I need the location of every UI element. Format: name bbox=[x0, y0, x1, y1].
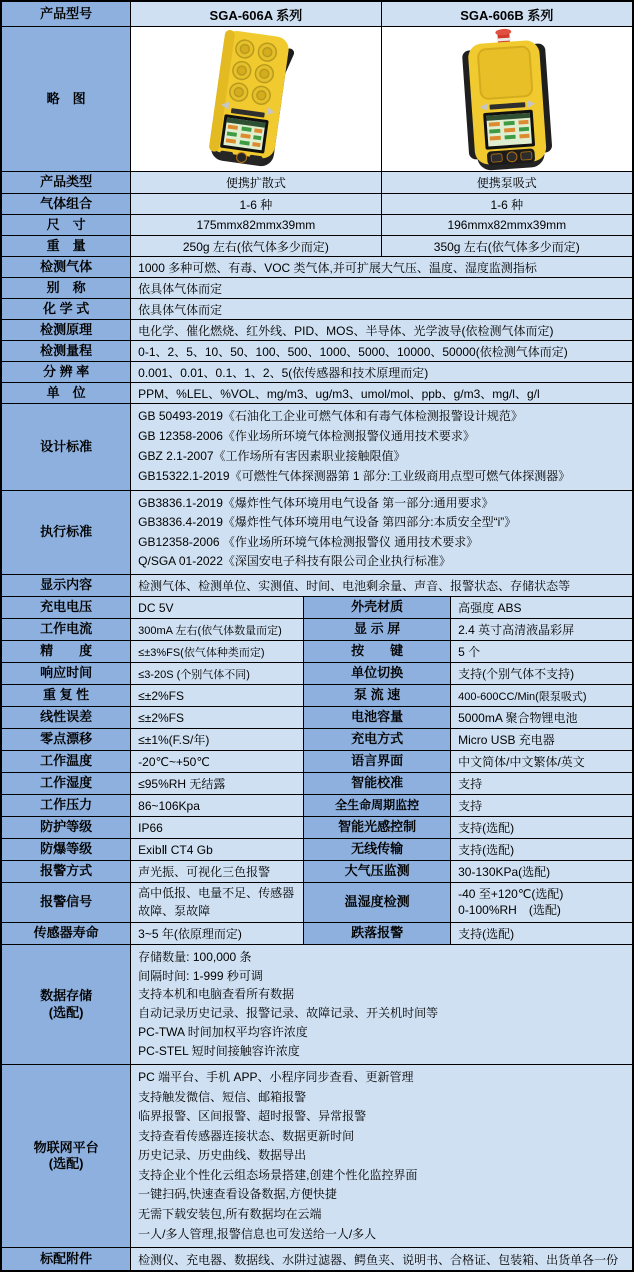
series-b-title: SGA-606B 系列 bbox=[382, 2, 632, 26]
row-repeatability bbox=[2, 685, 632, 707]
iot-platform-line: 历史记录、历史曲线、数据导出 bbox=[138, 1148, 307, 1163]
row-working-temperature bbox=[2, 751, 632, 773]
exec-standard-line: GB3836.1-2019《爆炸性气体环境用电气设备 第一部分:通用要求》 bbox=[138, 496, 494, 511]
label-linearity-error: 线性误差 bbox=[2, 707, 131, 728]
label-battery-capacity: 电池容量 bbox=[304, 707, 451, 728]
value-charging-method: Micro USB 充电器 bbox=[451, 729, 632, 750]
value-unit-switch: 支持(个别气体不支持) bbox=[451, 663, 632, 684]
label-charge-voltage: 充电电压 bbox=[2, 597, 131, 618]
label-protection-rating: 防护等级 bbox=[2, 817, 131, 838]
label-detection-principle: 检测原理 bbox=[2, 320, 131, 340]
value-dimensions-b: 196mmx82mmx39mm bbox=[382, 215, 632, 235]
value-wireless-transmission: 支持(选配) bbox=[451, 839, 632, 860]
row-charge-voltage bbox=[2, 597, 632, 619]
value-execution-standards bbox=[131, 491, 632, 574]
label-data-storage bbox=[2, 945, 131, 1064]
row-product-type bbox=[2, 172, 632, 194]
row-sensor-life bbox=[2, 923, 632, 945]
label-detected-gas: 检测气体 bbox=[2, 257, 131, 277]
value-zero-drift: ≤±1%(F.S/年) bbox=[131, 729, 304, 750]
label-lifecycle-monitoring: 全生命周期监控 bbox=[304, 795, 451, 816]
temp-range-line: -40 至+120℃(选配) bbox=[458, 886, 564, 901]
value-explosion-proof-rating: ExibⅡ CT4 Gb bbox=[131, 839, 304, 860]
value-language-ui: 中文简体/中文繁体/英文 bbox=[451, 751, 632, 772]
row-execution-standards bbox=[2, 491, 632, 575]
value-alias: 依具体气体而定 bbox=[131, 278, 632, 298]
label-language-ui: 语言界面 bbox=[304, 751, 451, 772]
value-weight-b: 350g 左右(依气体多少而定) bbox=[382, 236, 632, 256]
label-drop-alarm: 跌落报警 bbox=[304, 923, 451, 944]
row-response-time bbox=[2, 663, 632, 685]
value-battery-capacity: 5000mA 聚合物锂电池 bbox=[451, 707, 632, 728]
value-accuracy: ≤±3%FS(依气体种类而定) bbox=[131, 641, 304, 662]
row-alias bbox=[2, 278, 632, 299]
design-standard-line: GB 12358-2006《作业场所环境气体检测报警仪通用技术要求》 bbox=[138, 429, 475, 444]
value-display-screen: 2.4 英寸高清液晶彩屏 bbox=[451, 619, 632, 640]
row-protection-rating bbox=[2, 817, 632, 839]
label-alias: 别 称 bbox=[2, 278, 131, 298]
row-weight bbox=[2, 236, 632, 257]
row-sketch bbox=[2, 27, 632, 172]
label-repeatability: 重 复 性 bbox=[2, 685, 131, 706]
data-storage-line: PC-STEL 短时间接触容许浓度 bbox=[138, 1043, 300, 1058]
value-resolution: 0.001、0.01、0.1、1、2、5(依传感器和技术原理而定) bbox=[131, 362, 632, 382]
iot-platform-label-line2: (选配) bbox=[48, 1156, 84, 1171]
data-storage-line: 支持本机和电脑查看所有数据 bbox=[138, 987, 295, 1002]
value-detected-gas: 1000 多种可燃、有毒、VOC 类气体,并可扩展大气压、温度、湿度监测指标 bbox=[131, 257, 632, 277]
label-product-type: 产品类型 bbox=[2, 172, 131, 193]
row-dimensions bbox=[2, 215, 632, 236]
data-storage-label-line2: (选配) bbox=[48, 1004, 84, 1020]
row-iot-platform bbox=[2, 1065, 632, 1248]
label-working-current: 工作电流 bbox=[2, 619, 131, 640]
label-zero-drift: 零点漂移 bbox=[2, 729, 131, 750]
value-drop-alarm: 支持(选配) bbox=[451, 923, 632, 944]
row-detected-gas bbox=[2, 257, 632, 278]
label-product-model: 产品型号 bbox=[2, 2, 131, 26]
recessed-panel bbox=[477, 46, 532, 99]
value-data-storage bbox=[131, 945, 632, 1064]
value-gas-combination-a: 1-6 种 bbox=[131, 194, 381, 214]
lcd-screen bbox=[220, 114, 269, 154]
iot-platform-line: 一键扫码,快速查看设备数据,方便快捷 bbox=[138, 1187, 337, 1202]
label-working-humidity: 工作湿度 bbox=[2, 773, 131, 794]
row-alarm-mode bbox=[2, 861, 632, 883]
value-product-type-b: 便携泵吸式 bbox=[382, 172, 632, 193]
value-protection-rating: IP66 bbox=[131, 817, 304, 838]
value-shell-material: 高强度 ABS bbox=[451, 597, 632, 618]
label-response-time: 响应时间 bbox=[2, 663, 131, 684]
value-units: PPM、%LEL、%VOL、mg/m3、ug/m3、umol/mol、ppb、g/m3、mg/l、g/l bbox=[131, 383, 632, 403]
humidity-range-line: 0-100%RH (选配) bbox=[458, 903, 561, 918]
exec-standard-line: GB12358-2006 《作业场所环境气体检测报警仪 通用技术要求》 bbox=[138, 534, 479, 549]
value-light-sensor-control: 支持(选配) bbox=[451, 817, 632, 838]
row-chemical-formula bbox=[2, 299, 632, 320]
iot-platform-line: 支持企业个性化云组态场景搭建,创建个性化监控界面 bbox=[138, 1167, 418, 1182]
gas-detector-pump-illustration bbox=[382, 28, 632, 171]
value-accessories: 检测仪、充电器、数据线、水阱过滤器、鳄鱼夹、说明书、合格证、包装箱、出货单各一份 bbox=[131, 1248, 632, 1270]
value-smart-calibration: 支持 bbox=[451, 773, 632, 794]
value-alarm-mode: 声光振、可视化三色报警 bbox=[131, 861, 304, 882]
label-iot-platform bbox=[2, 1065, 131, 1247]
row-product-model bbox=[2, 2, 632, 27]
label-working-pressure: 工作压力 bbox=[2, 795, 131, 816]
iot-platform-line: 支持触发微信、短信、邮箱报警 bbox=[138, 1089, 307, 1104]
value-detection-range: 0-1、2、5、10、50、100、500、1000、5000、10000、50000(依检测气体而定) bbox=[131, 341, 632, 361]
row-display-content bbox=[2, 575, 632, 597]
label-buttons: 按 键 bbox=[304, 641, 451, 662]
label-working-temperature: 工作温度 bbox=[2, 751, 131, 772]
value-alarm-signal: 高中低报、电量不足、传感器故障、泵故障 bbox=[131, 883, 304, 922]
row-detection-principle bbox=[2, 320, 632, 341]
value-buttons: 5 个 bbox=[451, 641, 632, 662]
label-wireless-transmission: 无线传输 bbox=[304, 839, 451, 860]
label-explosion-proof-rating: 防爆等级 bbox=[2, 839, 131, 860]
exec-standard-line: GB3836.4-2019《爆炸性气体环境用电气设备 第四部分:本质安全型“i”》 bbox=[138, 515, 517, 530]
label-detection-range: 检测量程 bbox=[2, 341, 131, 361]
label-resolution: 分 辨 率 bbox=[2, 362, 131, 382]
iot-platform-line: 无需下载安装包,所有数据均在云端 bbox=[138, 1207, 322, 1221]
label-sensor-life: 传感器寿命 bbox=[2, 923, 131, 944]
value-pump-flow: 400-600CC/Min(限泵吸式) bbox=[451, 685, 632, 706]
iot-platform-label-line1: 物联网平台 bbox=[33, 1139, 99, 1155]
row-linearity-error bbox=[2, 707, 632, 729]
data-storage-line: PC-TWA 时间加权平均容许浓度 bbox=[138, 1025, 308, 1040]
value-repeatability: ≤±2%FS bbox=[131, 685, 304, 706]
value-temp-humidity-detection bbox=[451, 883, 632, 922]
iot-platform-line: 一人/多人管理,报警信息也可发送给一人/多人 bbox=[138, 1226, 377, 1241]
row-alarm-signal bbox=[2, 883, 632, 923]
iot-platform-line: 支持查看传感器连接状态、数据更新时间 bbox=[138, 1128, 355, 1143]
row-data-storage bbox=[2, 945, 632, 1065]
label-barometric-monitoring: 大气压监测 bbox=[304, 861, 451, 882]
label-alarm-signal: 报警信号 bbox=[2, 883, 131, 922]
label-sketch: 略 图 bbox=[2, 27, 131, 171]
data-storage-label-line1: 数据存储 bbox=[40, 988, 93, 1004]
label-units: 单 位 bbox=[2, 383, 131, 403]
design-standard-line: GBZ 2.1-2007《工作场所有害因素职业接触限值》 bbox=[138, 449, 406, 464]
label-pump-flow: 泵 流 速 bbox=[304, 685, 451, 706]
label-display-screen: 显 示 屏 bbox=[304, 619, 451, 640]
value-charge-voltage: DC 5V bbox=[131, 597, 304, 618]
iot-platform-line: PC 端平台、手机 APP、小程序同步查看、更新管理 bbox=[138, 1070, 414, 1085]
exec-standard-line: Q/SGA 01-2022《深国安电子科技有限公司企业执行标准》 bbox=[138, 553, 451, 568]
row-gas-combination bbox=[2, 194, 632, 215]
value-linearity-error: ≤±2%FS bbox=[131, 707, 304, 728]
value-working-temperature: -20℃~+50℃ bbox=[131, 751, 304, 772]
row-working-humidity bbox=[2, 773, 632, 795]
row-design-standards bbox=[2, 404, 632, 491]
value-gas-combination-b: 1-6 种 bbox=[382, 194, 632, 214]
label-execution-standards: 执行标准 bbox=[2, 491, 131, 574]
value-response-time: ≤3-20S (个别气体不同) bbox=[131, 663, 304, 684]
row-zero-drift bbox=[2, 729, 632, 751]
data-storage-line: 间隔时间: 1-999 秒可调 bbox=[138, 968, 263, 983]
value-iot-platform bbox=[131, 1065, 632, 1247]
label-alarm-mode: 报警方式 bbox=[2, 861, 131, 882]
row-units bbox=[2, 383, 632, 404]
lcd-screen bbox=[483, 109, 535, 149]
value-working-current: 300mA 左右(依气体数量而定) bbox=[131, 619, 304, 640]
label-dimensions: 尺 寸 bbox=[2, 215, 131, 235]
value-chemical-formula: 依具体气体而定 bbox=[131, 299, 632, 319]
row-working-current bbox=[2, 619, 632, 641]
value-barometric-monitoring: 30-130KPa(选配) bbox=[451, 861, 632, 882]
data-storage-line: 自动记录历史记录、报警记录、故障记录、开关机时间等 bbox=[138, 1006, 439, 1021]
label-charging-method: 充电方式 bbox=[304, 729, 451, 750]
row-explosion-proof-rating bbox=[2, 839, 632, 861]
device-sga-606b-image bbox=[382, 27, 632, 171]
label-display-content: 显示内容 bbox=[2, 575, 131, 596]
iot-platform-line: 临界报警、区间报警、超时报警、异常报警 bbox=[138, 1109, 367, 1124]
label-weight: 重 量 bbox=[2, 236, 131, 256]
value-product-type-a: 便携扩散式 bbox=[131, 172, 381, 193]
series-a-title: SGA-606A 系列 bbox=[131, 2, 381, 26]
design-standard-line: GB 50493-2019《石油化工企业可燃气体和有毒气体检测报警设计规范》 bbox=[138, 409, 523, 424]
row-accuracy bbox=[2, 641, 632, 663]
data-storage-line: 存储数量: 100,000 条 bbox=[138, 949, 252, 964]
value-detection-principle: 电化学、催化燃烧、红外线、PID、MOS、半导体、光学波导(依检测气体而定) bbox=[131, 320, 632, 340]
label-smart-calibration: 智能校准 bbox=[304, 773, 451, 794]
value-working-humidity: ≤95%RH 无结露 bbox=[131, 773, 304, 794]
value-display-content: 检测气体、检测单位、实测值、时间、电池剩余量、声音、报警状态、存储状态等 bbox=[131, 575, 632, 596]
gas-detector-diffusion-illustration bbox=[131, 28, 380, 171]
value-lifecycle-monitoring: 支持 bbox=[451, 795, 632, 816]
label-temp-humidity-detection: 温湿度检测 bbox=[304, 883, 451, 922]
value-weight-a: 250g 左右(依气体多少而定) bbox=[131, 236, 381, 256]
label-accuracy: 精 度 bbox=[2, 641, 131, 662]
label-design-standards: 设计标准 bbox=[2, 404, 131, 490]
value-design-standards bbox=[131, 404, 632, 490]
label-shell-material: 外壳材质 bbox=[304, 597, 451, 618]
value-dimensions-a: 175mmx82mmx39mm bbox=[131, 215, 381, 235]
row-accessories bbox=[2, 1248, 632, 1270]
row-resolution bbox=[2, 362, 632, 383]
row-working-pressure bbox=[2, 795, 632, 817]
label-accessories: 标配附件 bbox=[2, 1248, 131, 1270]
label-light-sensor-control: 智能光感控制 bbox=[304, 817, 451, 838]
device-sga-606a-image bbox=[131, 27, 381, 171]
value-sensor-life: 3~5 年(依原理而定) bbox=[131, 923, 304, 944]
row-detection-range bbox=[2, 341, 632, 362]
label-gas-combination: 气体组合 bbox=[2, 194, 131, 214]
label-chemical-formula: 化 学 式 bbox=[2, 299, 131, 319]
design-standard-line: GB15322.1-2019《可燃性气体探测器第 1 部分:工业级商用点型可燃气体探测器》 bbox=[138, 469, 571, 484]
value-working-pressure: 86~106Kpa bbox=[131, 795, 304, 816]
label-unit-switch: 单位切换 bbox=[304, 663, 451, 684]
